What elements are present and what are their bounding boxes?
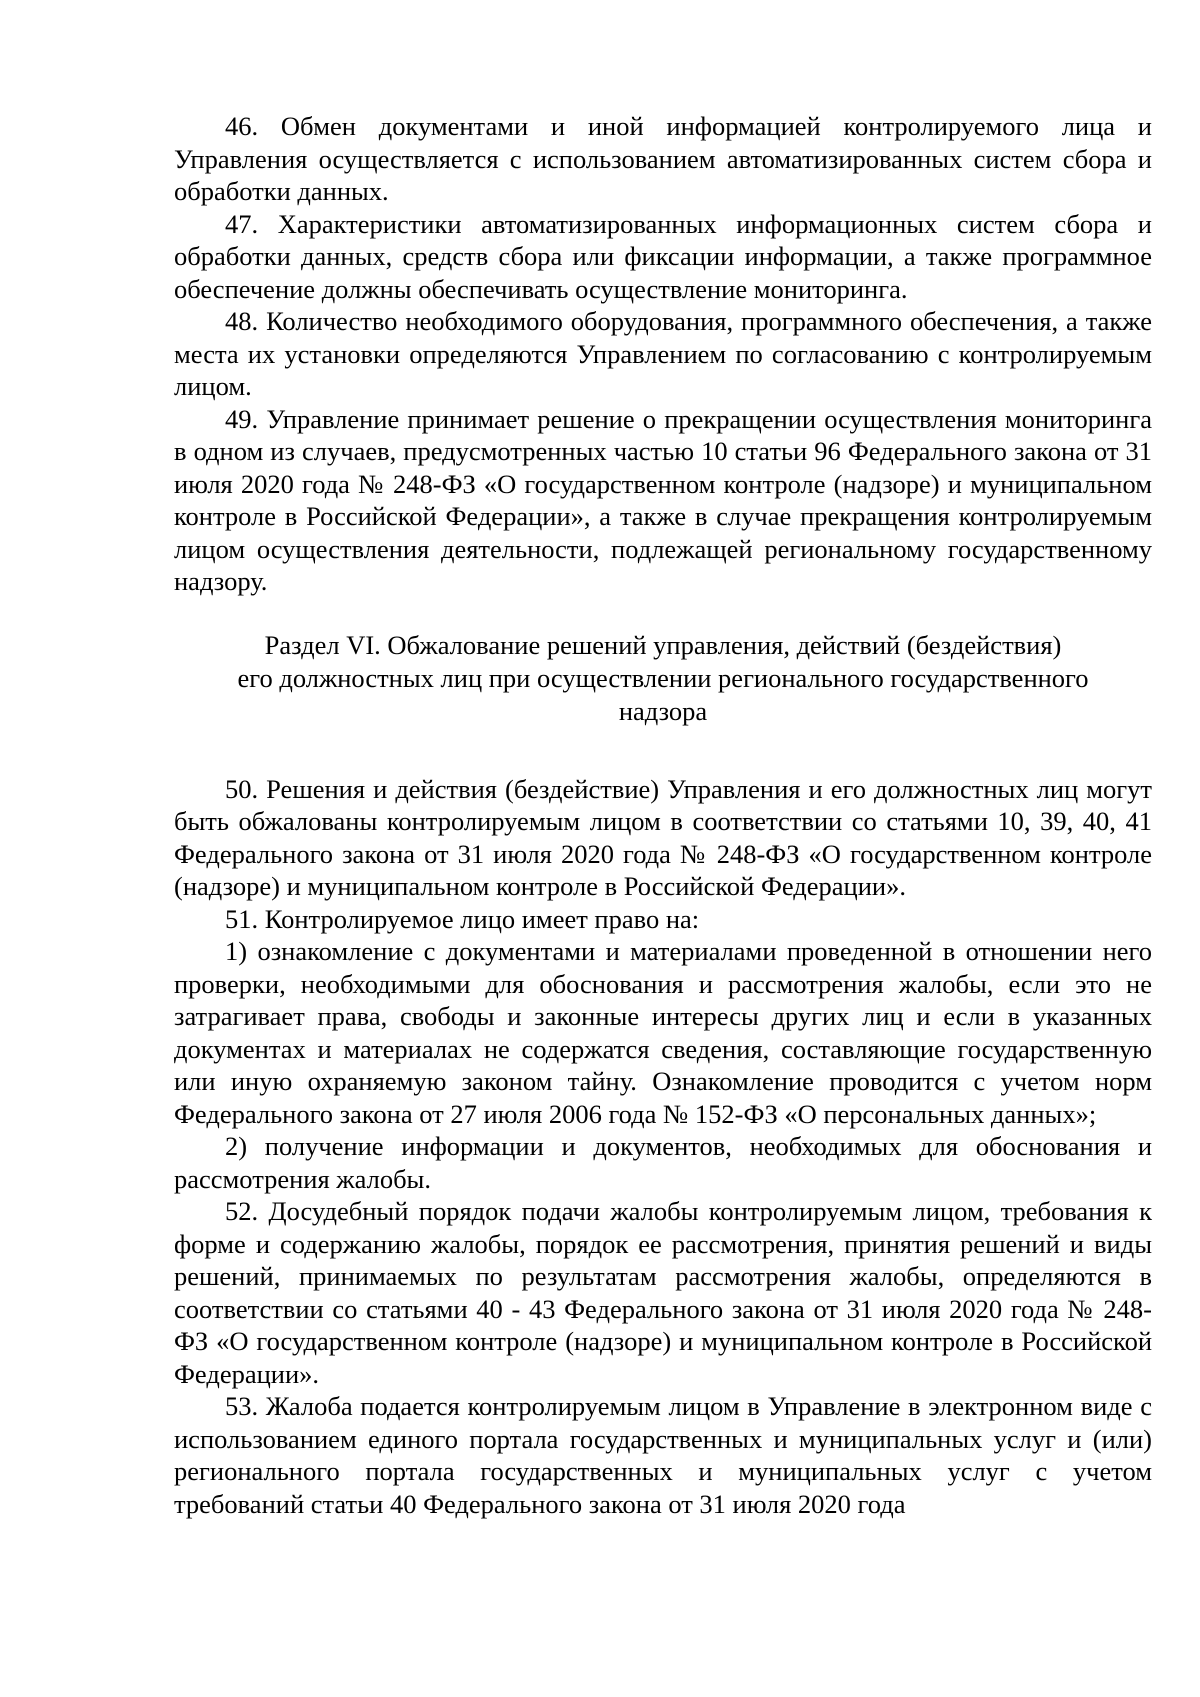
paragraph-51: 51. Контролируемое лицо имеет право на: [225,903,700,934]
section-heading-line-3: надзора [618,695,708,726]
section-heading-line-2: его должностных лиц при осуществлении регионального государственного [237,662,1089,693]
paragraph-53: 53. Жалоба подается контролируемым лицом в Управление в электронном виде с использованием единого портала государственных и муниципальных услуг и (или) регионального портала государственных и муниципальных услуг с учетом требований статьи 40 Федерального закона от 31 июля 2020 года [174,1391,1152,1519]
paragraph-46: 46. Обмен документами и иной информацией контролируемого лица и Управления осуществляется с использованием автоматизированных систем сбора и обработки данных. [174,111,1152,206]
paragraph-49: 49. Управление принимает решение о прекращении осуществления мониторинга в одном из случаев, предусмотренных частью 10 статьи 96 Федерального закона от 31 июля 2020 года № 248-ФЗ «О государственном контроле (надзоре) и муниципальном контроле в Российской Федерации», а также в случае прекращения контролируемым лицом осуществления деятельности, подлежащей региональному государственному надзору. [174,403,1152,596]
paragraph-51-item-1: 1) ознакомление с документами и материалами проведенной в отношении него проверки, необходимыми для обоснования и рассмотрения жалобы, если это не затрагивает права, свободы и законные интересы других лиц и если в указанных документах и материалах не содержатся сведения, составляющие государственную или иную охраняемую законом тайну. Ознакомление проводится с учетом норм Федерального закона от 27 июля 2006 года № 152-ФЗ «О персональных данных»; [174,936,1152,1129]
document-page [174,110,1152,1520]
paragraph-50: 50. Решения и действия (бездействие) Управления и его должностных лиц могут быть обжалованы контролируемым лицом в соответствии со статьями 10, 39, 40, 41 Федерального закона от 31 июля 2020 года № 248-ФЗ «О государственном контроле (надзоре) и муниципальном контроле в Российской Федерации». [174,773,1152,901]
section-heading-line-1: Раздел VI. Обжалование решений управления, действий (бездействия) [264,629,1062,660]
paragraph-48: 48. Количество необходимого оборудования, программного обеспечения, а также места их установки определяются Управлением по согласованию с контролируемым лицом. [174,306,1152,401]
section-heading [174,629,1152,728]
paragraph-47: 47. Характеристики автоматизированных информационных систем сбора и обработки данных, средств сбора или фиксации информации, а также программное обеспечение должны обеспечивать осуществление мониторинга. [174,208,1152,304]
paragraph-52: 52. Досудебный порядок подачи жалобы контролируемым лицом, требования к форме и содержанию жалобы, порядок ее рассмотрения, принятия решений и виды решений, принимаемых по результатам рассмотрения жалобы, определяются в соответствии со статьями 40 - 43 Федерального закона от 31 июля 2020 года № 248-ФЗ «О государственном контроле (надзоре) и муниципальном контроле в Российской Федерации». [174,1196,1152,1389]
paragraph-51-item-2: 2) получение информации и документов, необходимых для обоснования и рассмотрения жалобы. [174,1131,1152,1194]
